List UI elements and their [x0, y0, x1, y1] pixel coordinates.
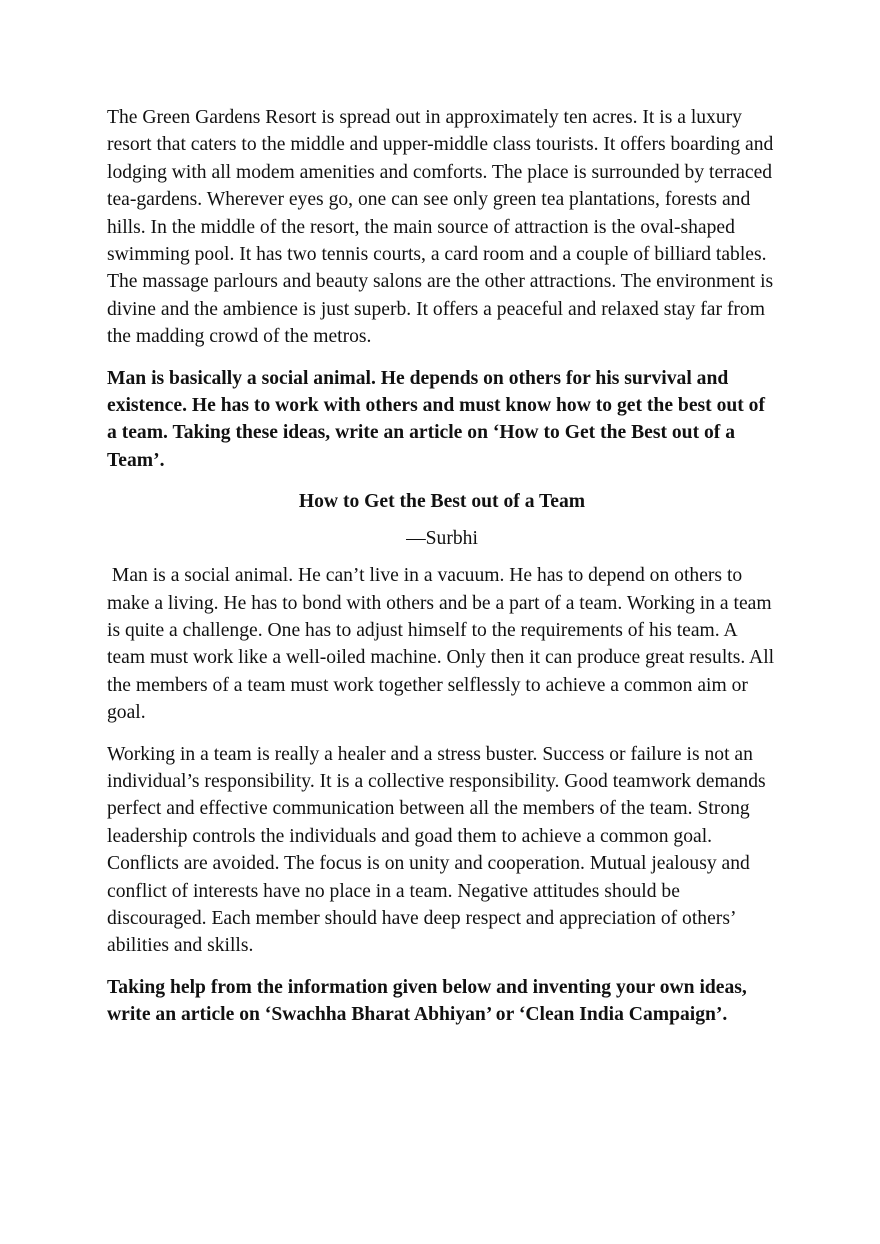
resort-description-paragraph: The Green Gardens Resort is spread out in approximately ten acres. It is a luxury resort that caters to the middle and upper-middle class tourists. It offers boarding and lodging with all modem amenities and comforts. The place is surrounded by terraced tea-gardens. Wherever eyes go, one can see only green tea plantations, forests and hills. In the middle of the resort, the main source of attraction is the oval-shaped swimming pool. It has two tennis courts, a card room and a couple of billiard tables. The massage parlours and beauty salons are the other attractions. The environment is divine and the ambience is just superb. It offers a peaceful and relaxed stay far from the madding crowd of the metros.: [107, 107, 774, 348]
team-article-question: Man is basically a social animal. He depends on others for his survival and existence. He has to work with others and must know how to get the best out of a team. Taking these ideas, write an article on ‘How to Get the Best out of a Team’.: [107, 367, 766, 471]
article-paragraph-1: Man is a social animal. He can’t live in a vacuum. He has to depend on others to make a living. He has to bond with others and be a part of a team. Working in a team is quite a challenge. One has to adjust himself to the requirements of his team. A team must work like a well-oiled machine. Only then it can produce great results. All the members of a team must work together selflessly to achieve a common aim or goal.: [107, 565, 779, 724]
swachh-bharat-question: Taking help from the information given below and inventing your own ideas, write an article on ‘Swachha Bharat Abhiyan’ or ‘Clean India Campaign’.: [107, 976, 747, 1026]
document-page: [107, 104, 777, 1043]
article-paragraph-2: Working in a team is really a healer and a stress buster. Success or failure is not an individual’s responsibility. It is a collective responsibility. Good teamwork demands perfect and effective communication between all the members of the team. Strong leadership controls the individuals and goad them to achieve a common goal. Conflicts are avoided. The focus is on unity and cooperation. Mutual jealousy and conflict of interests have no place in a team. Negative attitudes should be discouraged. Each member should have deep respect and appreciation of others’ abilities and skills.: [107, 743, 766, 957]
article-title: How to Get the Best out of a Team: [298, 491, 586, 513]
article-author: —Surbhi: [406, 527, 478, 549]
